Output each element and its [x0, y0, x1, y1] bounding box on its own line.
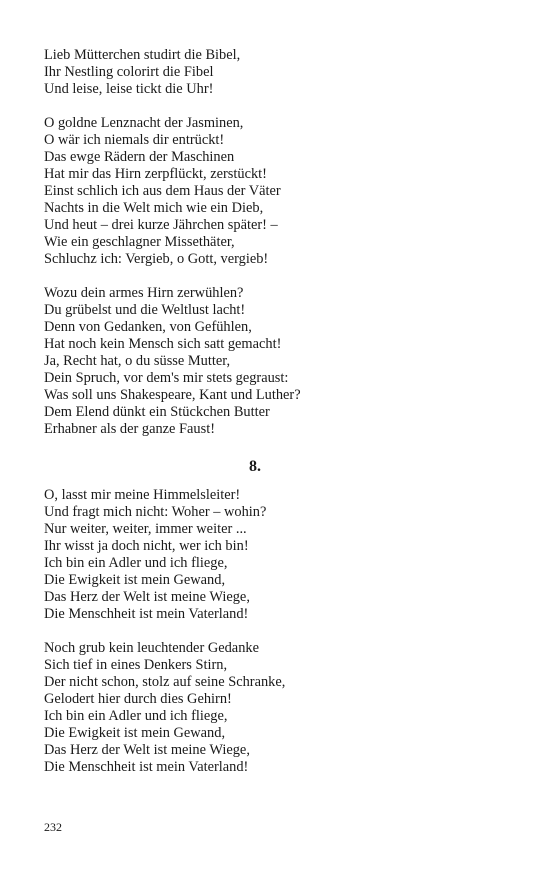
poem-line: Gelodert hier durch dies Gehirn!	[44, 691, 232, 707]
poem-line: Die Menschheit ist mein Vaterland!	[44, 606, 249, 622]
poem-line: Hat mir das Hirn zerpflückt, zerstückt!	[44, 166, 267, 182]
poem-line: Das Herz der Welt ist meine Wiege,	[44, 589, 250, 605]
poem-line: O wär ich niemals dir entrückt!	[44, 132, 225, 148]
poem-line: Hat noch kein Mensch sich satt gemacht!	[44, 336, 282, 352]
poem-line: Nur weiter, weiter, immer weiter ...	[44, 521, 247, 537]
poem-line: Ja, Recht hat, o du süsse Mutter,	[44, 353, 231, 369]
poem-line: Ich bin ein Adler und ich fliege,	[44, 555, 228, 571]
poem-line: Dem Elend dünkt ein Stückchen Butter	[44, 404, 270, 420]
poem-line: Erhabner als der ganze Faust!	[44, 421, 216, 437]
poem-line: Ich bin ein Adler und ich fliege,	[44, 708, 228, 724]
poem-line: Lieb Mütterchen studirt die Bibel,	[44, 47, 241, 63]
section-number: 8.	[249, 458, 261, 475]
poem-line: Und fragt mich nicht: Woher – wohin?	[44, 504, 267, 520]
poem-line: Ihr Nestling colorirt die Fibel	[44, 64, 214, 80]
poem-line: Schluchz ich: Vergieb, o Gott, vergieb!	[44, 251, 269, 267]
poem-line: Noch grub kein leuchtender Gedanke	[44, 640, 259, 656]
poem-line: O goldne Lenznacht der Jasminen,	[44, 115, 244, 131]
stanza-2	[44, 115, 514, 268]
poem-line: Der nicht schon, stolz auf seine Schranke,	[44, 674, 286, 690]
poem-line: Und heut – drei kurze Jährchen später! –	[44, 217, 278, 233]
poem-line: Ihr wisst ja doch nicht, wer ich bin!	[44, 538, 249, 554]
poem-line: Dein Spruch, vor dem's mir stets gegraust:	[44, 370, 289, 386]
poem-line: Die Ewigkeit ist mein Gewand,	[44, 572, 226, 588]
stanza-5	[44, 640, 514, 776]
poem-line: Die Menschheit ist mein Vaterland!	[44, 759, 249, 775]
poem-line: Das ewge Rädern der Maschinen	[44, 149, 235, 165]
poem-line: Was soll uns Shakespeare, Kant und Luther?	[44, 387, 301, 403]
poem-line: Und leise, leise tickt die Uhr!	[44, 81, 214, 97]
poem-page	[44, 47, 514, 793]
page-number: 232	[44, 820, 62, 834]
poem-line: Du grübelst und die Weltlust lacht!	[44, 302, 246, 318]
poem-line: Nachts in die Welt mich wie ein Dieb,	[44, 200, 264, 216]
poem-line: Wozu dein armes Hirn zerwühlen?	[44, 285, 244, 301]
stanza-4	[44, 487, 514, 623]
poem-line: Die Ewigkeit ist mein Gewand,	[44, 725, 226, 741]
poem-line: O, lasst mir meine Himmelsleiter!	[44, 487, 241, 503]
poem-line: Denn von Gedanken, von Gefühlen,	[44, 319, 252, 335]
stanza-3	[44, 285, 514, 438]
stanza-1	[44, 47, 514, 98]
poem-line: Einst schlich ich aus dem Haus der Väter	[44, 183, 281, 199]
poem-line: Sich tief in eines Denkers Stirn,	[44, 657, 228, 673]
poem-line: Wie ein geschlagner Missethäter,	[44, 234, 235, 250]
poem-line: Das Herz der Welt ist meine Wiege,	[44, 742, 250, 758]
